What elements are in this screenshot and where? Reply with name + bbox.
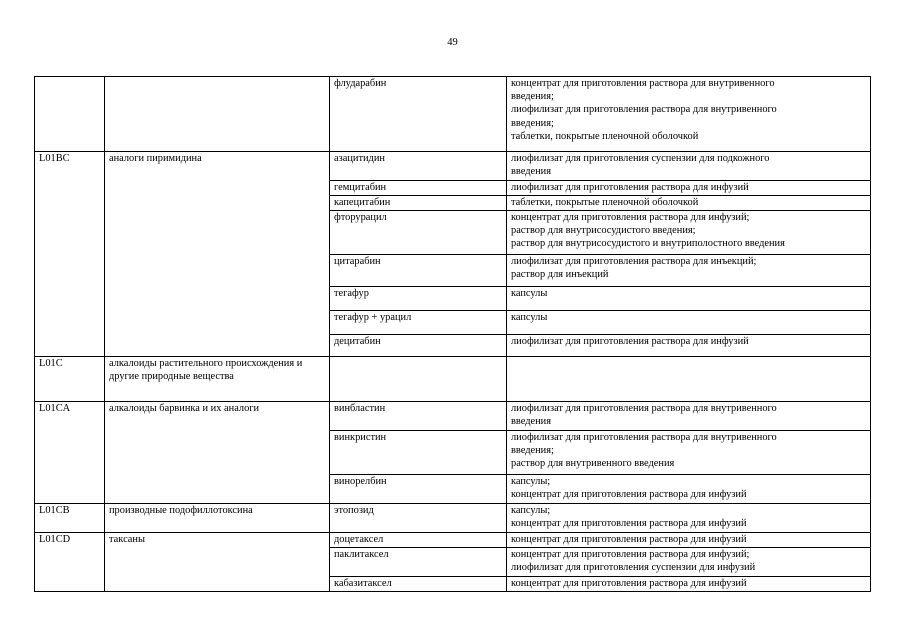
dosage-form-line: концентрат для приготовления раствора для внутривенного <box>511 78 775 89</box>
group-cell <box>105 152 330 357</box>
drug-name-cell <box>330 255 507 287</box>
drug-name-cell <box>330 357 507 402</box>
dosage-form-line: таблетки, покрытые пленочной оболочкой <box>511 197 699 208</box>
dosage-form-line: лиофилизат для приготовления суспензии для инфузий <box>511 562 756 574</box>
drug-name-cell <box>330 335 507 357</box>
atc-code: L01BC <box>39 153 70 164</box>
dosage-form-line: лиофилизат для приготовления раствора для внутривенного <box>511 403 777 414</box>
group-cell <box>105 504 330 533</box>
dosage-form-cell <box>507 181 871 196</box>
atc-code-cell <box>35 402 105 504</box>
drug-name-cell <box>330 196 507 211</box>
dosage-form-line: лиофилизат для приготовления суспензии для подкожного <box>511 153 770 164</box>
atc-code: L01CB <box>39 505 70 516</box>
atc-code-cell <box>35 357 105 402</box>
drug-name: винкристин <box>334 432 387 443</box>
dosage-form-cell <box>507 504 871 533</box>
group-name: алкалоиды барвинка и их аналоги <box>109 403 260 414</box>
atc-code-cell <box>35 504 105 533</box>
drug-name-cell <box>330 287 507 311</box>
group-name: таксаны <box>109 534 145 545</box>
dosage-form-line: концентрат для приготовления раствора для инфузий <box>511 534 747 545</box>
dosage-form-cell <box>507 431 871 475</box>
drug-name: винбластин <box>334 403 386 414</box>
table-row <box>35 402 871 431</box>
dosage-form-cell <box>507 577 871 592</box>
dosage-form-line: введения; <box>511 445 554 457</box>
dosage-form-cell <box>507 311 871 335</box>
dosage-form-cell <box>507 475 871 504</box>
table-row <box>35 533 871 548</box>
dosage-form-line: введения; <box>511 117 554 129</box>
dosage-form-cell <box>507 335 871 357</box>
atc-code-cell <box>35 152 105 357</box>
dosage-form-line: раствор для внутрисосудистого и внутриполостного введения <box>511 238 785 250</box>
table-row <box>35 504 871 533</box>
dosage-form-cell <box>507 287 871 311</box>
drug-name-cell <box>330 181 507 196</box>
dosage-form-line: раствор для инъекций <box>511 269 609 281</box>
table-row <box>35 77 871 152</box>
drug-name: азацитидин <box>334 153 385 164</box>
dosage-form-cell <box>507 402 871 431</box>
atc-code: L01CA <box>39 403 71 414</box>
dosage-form-line: концентрат для приготовления раствора для инфузий <box>511 518 747 530</box>
drug-name-cell <box>330 548 507 577</box>
drug-name: гемцитабин <box>334 182 387 193</box>
dosage-form-line: раствор для внутривенного введения <box>511 458 675 470</box>
dosage-form-cell <box>507 255 871 287</box>
drug-name-cell <box>330 533 507 548</box>
dosage-form-cell <box>507 533 871 548</box>
dosage-form-line: капсулы <box>511 288 548 299</box>
dosage-form-cell <box>507 357 871 402</box>
dosage-form-line: введения; <box>511 91 554 103</box>
dosage-form-line: лиофилизат для приготовления раствора для инъекций; <box>511 256 757 267</box>
dosage-form-line: введения <box>511 166 552 178</box>
dosage-form-line: раствор для внутрисосудистого введения; <box>511 225 696 237</box>
group-name: аналоги пиримидина <box>109 153 202 164</box>
dosage-form-line: концентрат для приготовления раствора для инфузий; <box>511 549 750 560</box>
dosage-form-line: концентрат для приготовления раствора для инфузий <box>511 578 747 589</box>
drug-name-cell <box>330 311 507 335</box>
drug-name-cell <box>330 431 507 475</box>
group-cell <box>105 402 330 504</box>
dosage-form-line: введения <box>511 416 552 428</box>
dosage-form-cell <box>507 211 871 255</box>
drug-name-cell <box>330 402 507 431</box>
group-cell <box>105 77 330 152</box>
drug-name: капецитабин <box>334 197 391 208</box>
dosage-form-line: концентрат для приготовления раствора для инфузий <box>511 489 747 501</box>
atc-code-cell <box>35 77 105 152</box>
drug-name: фторурацил <box>334 212 387 223</box>
drug-name: этопозид <box>334 505 374 516</box>
dosage-form-line: капсулы <box>511 312 548 323</box>
group-cell <box>105 533 330 592</box>
table-row <box>35 357 871 402</box>
dosage-form-cell <box>507 196 871 211</box>
group-name: производные подофиллотоксина <box>109 505 253 516</box>
dosage-form-line: лиофилизат для приготовления раствора для внутривенного <box>511 432 777 443</box>
atc-code: L01CD <box>39 534 71 545</box>
drug-name-cell <box>330 475 507 504</box>
drug-table <box>34 76 871 592</box>
dosage-form-line: концентрат для приготовления раствора для инфузий; <box>511 212 750 223</box>
drug-name-cell <box>330 152 507 181</box>
dosage-form-line: таблетки, покрытые пленочной оболочкой <box>511 130 699 142</box>
dosage-form-cell <box>507 152 871 181</box>
dosage-form-cell <box>507 548 871 577</box>
drug-name-cell <box>330 504 507 533</box>
drug-name: децитабин <box>334 336 381 347</box>
dosage-form-line: лиофилизат для приготовления раствора для внутривенного <box>511 104 777 116</box>
atc-code: L01C <box>39 358 63 369</box>
drug-name-cell <box>330 211 507 255</box>
drug-name-cell <box>330 77 507 152</box>
dosage-form-line: капсулы; <box>511 476 551 487</box>
drug-name: цитарабин <box>334 256 381 267</box>
dosage-form-line: лиофилизат для приготовления раствора для инфузий <box>511 336 749 347</box>
group-name: алкалоиды растительного происхождения и другие природные вещества <box>109 358 303 383</box>
drug-name: кабазитаксел <box>334 578 392 589</box>
dosage-form-line: капсулы; <box>511 505 551 516</box>
page-number: 49 <box>447 37 458 48</box>
drug-name: тегафур <box>334 288 369 299</box>
drug-name: доцетаксел <box>334 534 384 545</box>
drug-name: флударабин <box>334 78 387 89</box>
drug-name: паклитаксел <box>334 549 389 560</box>
dosage-form-cell <box>507 77 871 152</box>
group-cell <box>105 357 330 402</box>
atc-code-cell <box>35 533 105 592</box>
dosage-form-line: лиофилизат для приготовления раствора для инфузий <box>511 182 749 193</box>
table-row <box>35 152 871 181</box>
drug-name-cell <box>330 577 507 592</box>
drug-name: тегафур + урацил <box>334 312 412 323</box>
drug-name: винорелбин <box>334 476 387 487</box>
